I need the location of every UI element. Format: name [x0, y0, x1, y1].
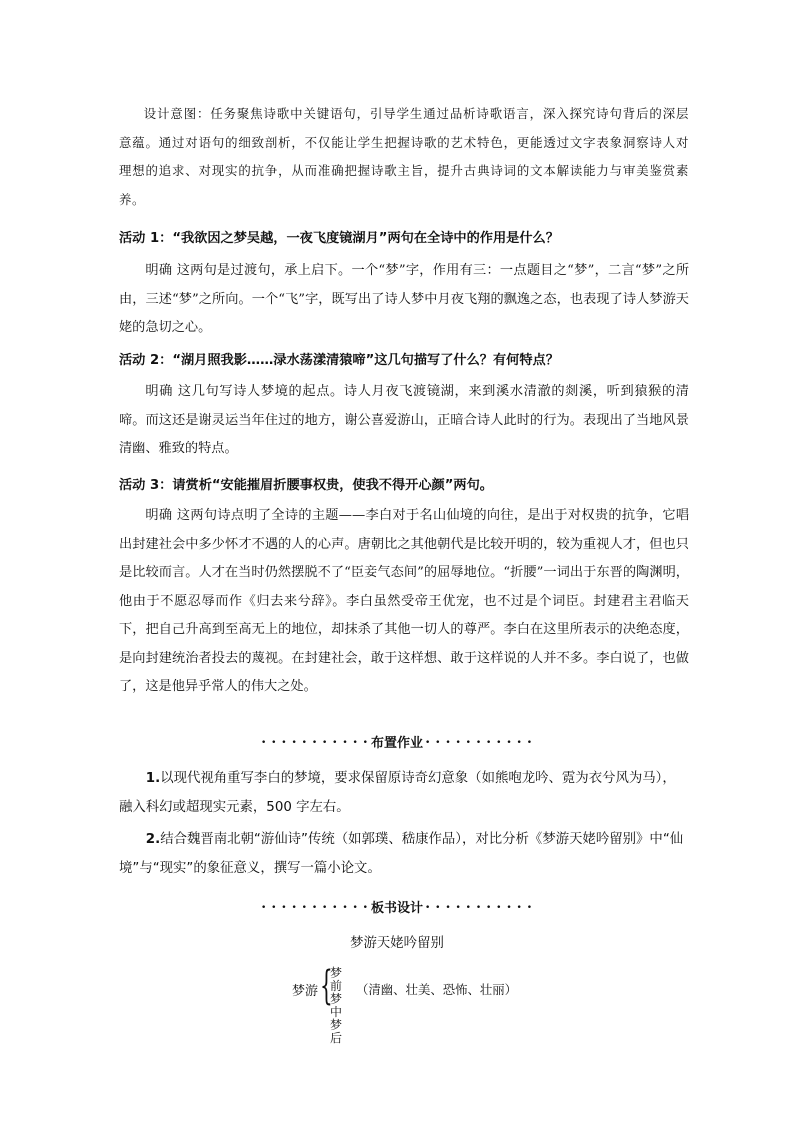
design-intent-paragraph: 设计意图：任务聚焦诗歌中关键语句，引导学生通过品析诗歌语言，深入探究诗句背后的深层意蕴。通过对语句的细致剖析，不仅能让学生把握诗歌的艺术特色，更能透过文字表象洞察诗人对理想的追求、对现实的抗争，从而准确把握诗歌主旨，提升古典诗词的文本解读能力与审美鉴赏素养。: [119, 106, 689, 207]
homework-label: 布置作业: [370, 735, 423, 751]
board-title: 梦游天姥吟留别: [350, 936, 444, 951]
answer-text: 这两句是过渡句，承上启下。一个“梦”字，作用有三：一点题目之“梦”，二言“梦”之所由，三述“梦”之所向。一个“飞”字，既写出了诗人梦中月夜飞翔的飘逸之态，也表现了诗人梦游天姥的急切之心。: [119, 263, 690, 335]
activity-2-answer: [119, 378, 689, 464]
board-main-term: 梦游: [292, 984, 319, 999]
stage-before: 梦前: [330, 966, 343, 993]
divider-dots-left: • • • • • • • • • • •: [260, 738, 369, 748]
homework-item-1: [119, 765, 689, 822]
activity-3-heading: 活动 3：请赏析“安能摧眉折腰事权贵，使我不得开心颜”两句。: [119, 478, 493, 493]
homework-divider: [0, 733, 794, 754]
divider-dots-left: • • • • • • • • • • •: [260, 903, 369, 913]
board-detail: （清幽、壮美、恐怖、壮丽）: [356, 982, 518, 997]
divider-dots-right: • • • • • • • • • • •: [425, 903, 534, 913]
answer-keyword: 明确: [145, 263, 173, 278]
divider-dots-right: • • • • • • • • • • •: [425, 738, 534, 748]
activity-1-answer: [119, 257, 689, 343]
activity-3-answer: [119, 502, 689, 702]
answer-text: 这几句写诗人梦境的起点。诗人月夜飞渡镜湖，来到溪水清澈的剡溪，听到猿猴的清啼。而这还是谢灵运当年住过的地方，谢公喜爱游山，正暗合诗人此时的行为。表现出了当地风景清幽、雅致的特点。: [119, 384, 689, 456]
board-divider: [0, 898, 794, 919]
board-label: 板书设计: [370, 900, 423, 916]
answer-keyword: 明确: [145, 384, 174, 399]
homework-number: 1.: [145, 771, 161, 786]
homework-text: 以现代视角重写李白的梦境，要求保留原诗奇幻意象（如熊咆龙吟、霓为衣兮风为马），融入科幻或超现实元素，500 字左右。: [119, 771, 676, 815]
stage-after: 梦后: [330, 1018, 343, 1045]
stage-during: 梦中: [330, 992, 343, 1019]
homework-item-2: [119, 826, 689, 883]
homework-number: 2.: [145, 832, 161, 847]
board-stages: [330, 967, 342, 1045]
answer-text: 这两句诗点明了全诗的主题——李白对于名山仙境的向往，是出于对权贵的抗争，它唱出封建社会中多少怀才不遇的人的心声。唐朝比之其他朝代是比较开明的，较为重视人才，但也只是比较而言。人才在当时仍然摆脱不了“臣妾气态间”的屈辱地位。“折腰”一词出于东晋的陶渊明，他由于不愿忍辱而作《归去来兮辞》。李白虽然受帝王优宠，也不过是个词臣。封建君主君临天下，把自己升高到至高无上的地位，却抹杀了其他一切人的尊严。李白在这里所表示的决绝态度，是向封建统治者投去的蔑视。在封建社会，敢于这样想、敢于这样说的人并不多。李白说了，也做了，这是他异乎常人的伟大之处。: [119, 508, 689, 694]
homework-text: 结合魏晋南北朝“游仙诗”传统（如郭璞、嵇康作品），对比分析《梦游天姥吟留别》中“仙境”与“现实”的象征意义，撰写一篇小论文。: [119, 832, 684, 876]
activity-1-heading: 活动 1：“我欲因之梦吴越，一夜飞度镜湖月”两句在全诗中的作用是什么？: [119, 231, 559, 246]
brace-symbol: {: [320, 963, 333, 1009]
activity-2-heading: 活动 2：“湖月照我影……渌水荡漾清猿啼”这几句描写了什么？有何特点？: [119, 353, 559, 368]
answer-keyword: 明确: [145, 508, 173, 523]
